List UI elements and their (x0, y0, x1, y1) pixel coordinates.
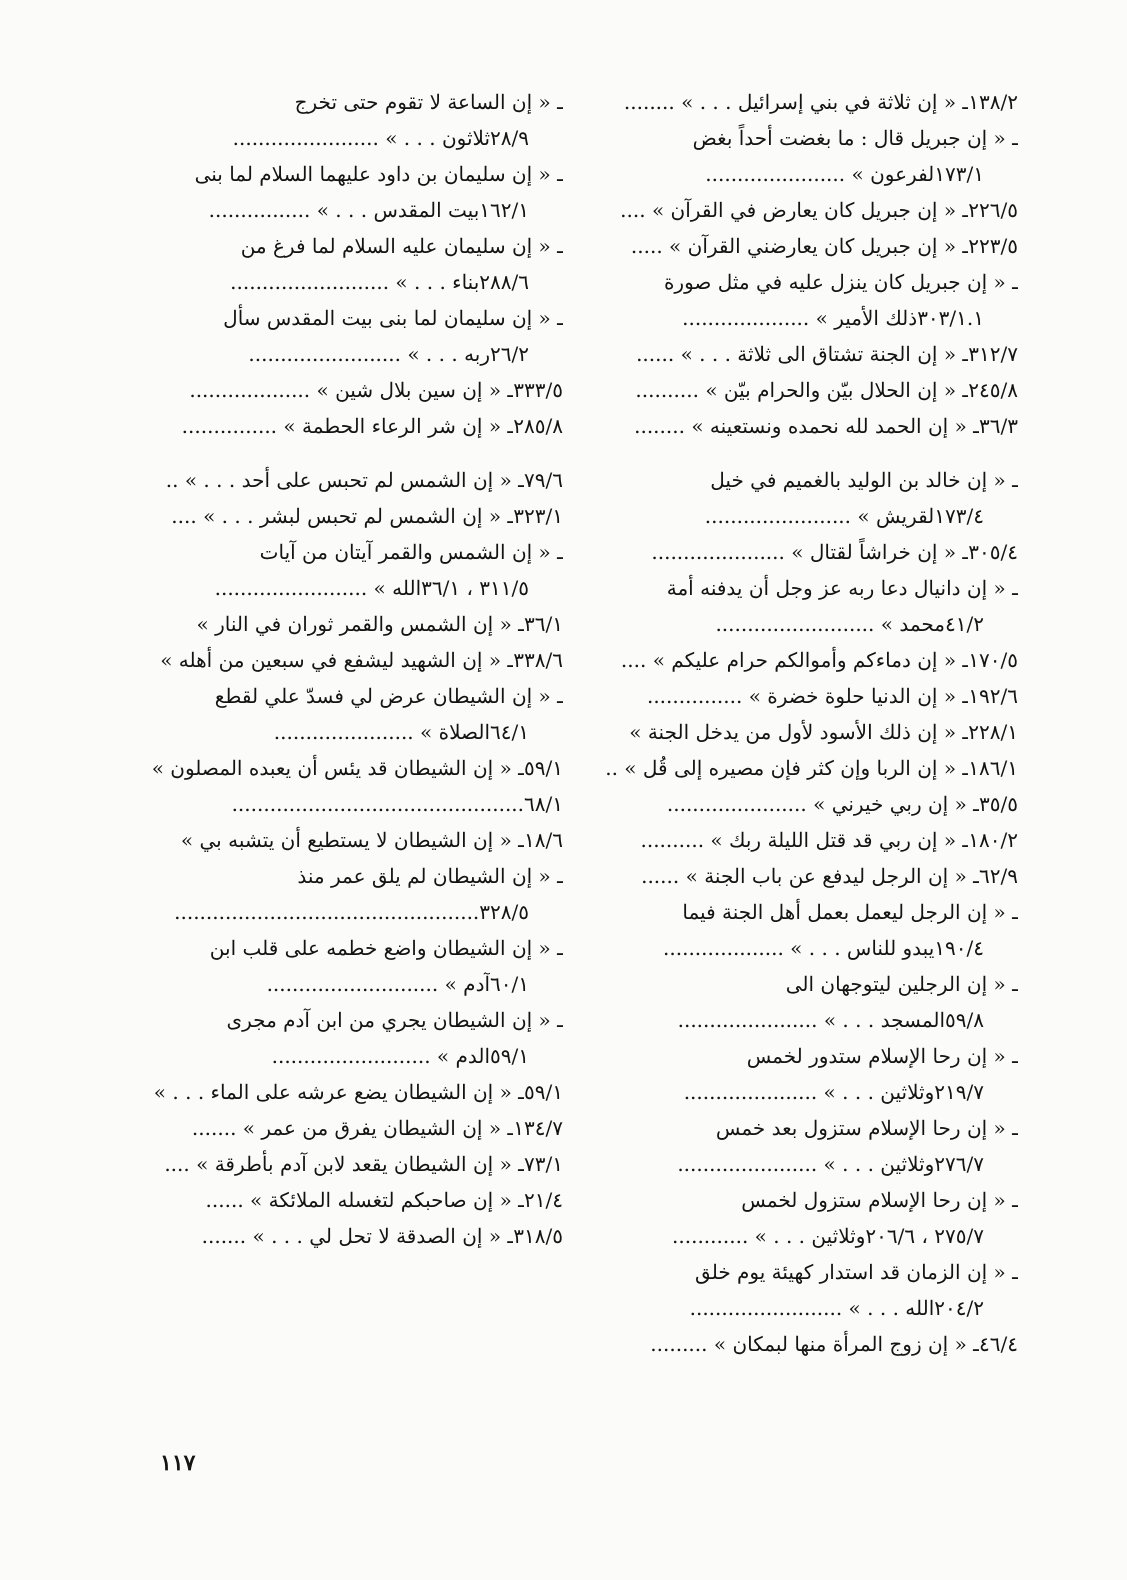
index-entry (600, 966, 1018, 1038)
entry-page-ref: ٢٢٦/٥ (968, 198, 1018, 222)
entry-text: ـ « إن خالد بن الوليد بالغميم في خيل (710, 468, 1018, 492)
entry-text: محمد » ......................... (715, 612, 946, 636)
entry-text: ـ « إن دماءكم وأموالكم حرام عليكم » .... (620, 648, 969, 672)
entry-page-ref: ٢٨/٩ (490, 126, 529, 150)
entry-text: ـ « إن الشيطان يضع عرشه على الماء . . . » (153, 1080, 525, 1104)
entry-page-ref: ٤١/٢ (945, 612, 984, 636)
entry-page-ref: ١٧٣/١ (934, 162, 984, 186)
entry-page-ref: ٥٩/١ (524, 756, 563, 780)
entry-text: ـ « إن الشهيد ليشفع في سبعين من أهله » (160, 648, 514, 672)
entry-page-ref: ٣٦/٣ (979, 414, 1018, 438)
entry-text: الدم » ......................... (271, 1044, 491, 1068)
entry-text: ـ « إن الشيطان قد يئس أن يعبده المصلون » (151, 756, 525, 780)
entry-text: ـ « إن الشيطان يقعد لابن آدم بأطرقة » .... (164, 1152, 525, 1176)
index-entry (600, 1182, 1018, 1254)
entry-text: ـ « إن الشيطان واضع خطمه على قلب ابن (209, 936, 563, 960)
index-entry (600, 822, 1018, 858)
entry-text: ثلاثون . . . » ....................... (232, 126, 491, 150)
entry-text: ـ « إن شر الرعاء الحطمة » ............... (181, 414, 514, 438)
entry-text: ـ « إن الصدقة لا تحل لي . . . » ....... (201, 1224, 514, 1248)
entry-page-ref: ٣١٨/٥ (513, 1224, 563, 1248)
index-entry (600, 264, 1018, 336)
index-entry (138, 408, 563, 444)
entry-text: ـ « إن الزمان قد استدار كهيئة يوم خلق (695, 1260, 1018, 1284)
index-entry (138, 786, 563, 822)
index-entry (138, 1074, 563, 1110)
entry-text: ـ « إن الشيطان عرض لي فسدّ علي لقطع (214, 684, 563, 708)
entry-text: وثلاثين . . . » ...................... (677, 1152, 935, 1176)
entry-page-ref: ٦٨/١ (524, 792, 563, 816)
index-entry (600, 1110, 1018, 1182)
index-entry (138, 534, 563, 606)
index-entry (600, 894, 1018, 966)
entry-text: ـ « إن الشمس لم تحبس لبشر . . . » .... (171, 504, 514, 528)
entry-page-ref: ١٣٨/٢ (968, 90, 1018, 114)
entry-text: ـ « إن ثلاثة في بني إسرائيل . . . » ........ (623, 90, 969, 114)
entry-text: لقريش » ....................... (704, 504, 935, 528)
index-entry (138, 228, 563, 300)
index-entry (600, 408, 1018, 444)
entry-page-ref: ١٧٠/٥ (968, 648, 1018, 672)
entry-text: وثلاثين . . . » ..................... (683, 1080, 935, 1104)
index-entry (600, 372, 1018, 408)
entry-text: ـ « إن رحا الإسلام ستدور لخمس (746, 1044, 1018, 1068)
entry-text: ـ « إن الرجل ليعمل بعمل أهل الجنة فيما (682, 900, 1018, 924)
entry-page-ref: ٢٢٣/٥ (968, 234, 1018, 258)
entry-text: وثلاثين . . . » ............ (672, 1224, 866, 1248)
index-entry (600, 1254, 1018, 1326)
entry-text: ـ « إن ربي قد قتل الليلة ربك » .......... (640, 828, 969, 852)
entry-page-ref: ٦٤/١ (490, 720, 529, 744)
index-entry (600, 642, 1018, 678)
entry-page-ref: ٦٠/١ (490, 972, 529, 996)
index-entry (138, 156, 563, 228)
index-column-left (138, 84, 563, 1254)
entry-page-ref: ٣٠٣/١.١ (917, 306, 984, 330)
index-entry (600, 192, 1018, 228)
entry-text: ـ « إن الربا وإن كثر فإن مصيره إلى قُل » .. (605, 756, 969, 780)
entry-text: ـ « إن خراشاً لقتال » ..................... (651, 540, 969, 564)
entry-text: ـ « إن سليمان بن داود عليهما السلام لما بنى (194, 162, 563, 186)
entry-text: ـ « إن الشمس والقمر آيتان من آيات (259, 540, 563, 564)
entry-page-ref: ٢٤٥/٨ (968, 378, 1018, 402)
index-entry (138, 1002, 563, 1074)
index-entry (600, 336, 1018, 372)
entry-text: ـ « إن الشيطان لا يستطيع أن يتشبه بي » (180, 828, 525, 852)
entry-text: ـ « إن الحلال بيّن والحرام بيّن » .......... (635, 378, 969, 402)
entry-page-ref: ٦٢/٩ (979, 864, 1018, 888)
entry-text: ................................................ (174, 900, 480, 924)
entry-text: يبدو للناس . . . » ................... (663, 936, 935, 960)
index-entry (138, 1218, 563, 1254)
index-entry (600, 534, 1018, 570)
section-gap (600, 444, 1018, 462)
entry-text: بناء . . . » ......................... (230, 270, 480, 294)
entry-text: الله . . . » ........................ (689, 1296, 935, 1320)
entry-text: ـ « إن سليمان عليه السلام لما فرغ من (240, 234, 563, 258)
entry-text: ـ « إن ربي خيرني » ...................... (666, 792, 980, 816)
entry-page-ref: ٢٦/٢ (490, 342, 529, 366)
entry-page-ref: ١٣٤/٧ (513, 1116, 563, 1140)
index-entry (138, 300, 563, 372)
entry-page-ref: ٣٣٨/٦ (513, 648, 563, 672)
entry-text: ـ « إن الشيطان يفرق من عمر » ....... (191, 1116, 514, 1140)
entry-text: ـ « إن سين بلال شين » ................... (189, 378, 514, 402)
entry-text: ـ « إن الشيطان يجري من ابن آدم مجرى (226, 1008, 563, 1032)
entry-page-ref: ٢٠٤/٢ (934, 1296, 984, 1320)
entry-text: ـ « إن الشمس والقمر ثوران في النار » (196, 612, 525, 636)
entry-text: ـ « إن جبريل كان ينزل عليه في مثل صورة (663, 270, 1018, 294)
entry-text: لفرعون » ...................... (705, 162, 935, 186)
entry-page-ref: ٤٦/٤ (979, 1332, 1018, 1356)
index-entry (600, 714, 1018, 750)
entry-page-ref: ١٨٠/٢ (968, 828, 1018, 852)
index-entry (138, 1182, 563, 1218)
entry-text: ـ « إن جبريل كان يعارض في القرآن » .... (620, 198, 969, 222)
index-entry (138, 1110, 563, 1146)
entry-page-ref: ١٩٢/٦ (968, 684, 1018, 708)
entry-text: ـ « إن زوج المرأة منها لبمكان » ......... (650, 1332, 980, 1356)
entry-page-ref: ٣١٢/٧ (968, 342, 1018, 366)
entry-page-ref: ٢١٩/٧ (934, 1080, 984, 1104)
entry-page-ref: ٢١/٤ (524, 1188, 563, 1212)
entry-page-ref: ٢٢٨/١ (968, 720, 1018, 744)
index-entry (600, 120, 1018, 192)
entry-text: .............................................. (231, 792, 525, 816)
entry-text: ـ « إن الشيطان لم يلق عمر منذ (297, 864, 563, 888)
index-entry (138, 678, 563, 750)
entry-text: ـ « إن الحمد لله نحمده ونستعينه » ........ (634, 414, 980, 438)
entry-text: ـ « إن ذلك الأسود لأول من يدخل الجنة » (629, 720, 969, 744)
index-column-right (600, 84, 1018, 1362)
index-entry (600, 1038, 1018, 1110)
index-entry (600, 678, 1018, 714)
entry-text: ـ « إن جبريل قال : ما بغضت أحداً بغض (692, 126, 1018, 150)
entry-text: ـ « إن الدنيا حلوة خضرة » ............... (646, 684, 969, 708)
entry-page-ref: ١٦٢/١ (479, 198, 529, 222)
entry-page-ref: ٥٩/١ (490, 1044, 529, 1068)
entry-page-ref: ٣٥/٥ (979, 792, 1018, 816)
entry-text: ـ « إن رحا الإسلام ستزول بعد خمس (715, 1116, 1018, 1140)
entry-page-ref: ١٨٦/١ (968, 756, 1018, 780)
entry-page-ref: ٧٣/١ (524, 1152, 563, 1176)
entry-text: ـ « إن الساعة لا تقوم حتى تخرج (294, 90, 563, 114)
entry-page-ref: ٥٩/٨ (945, 1008, 984, 1032)
index-entry (600, 858, 1018, 894)
entry-text: ـ « إن الرجلين ليتوجهان الى (785, 972, 1018, 996)
entry-text: ربه . . . » ........................ (248, 342, 491, 366)
index-entry (600, 750, 1018, 786)
index-entry (600, 570, 1018, 642)
index-entry (138, 84, 563, 156)
entry-text: ـ « إن الجنة تشتاق الى ثلاثة . . . » ...... (636, 342, 969, 366)
entry-text: ـ « إن الرجل ليدفع عن باب الجنة » ...... (641, 864, 980, 888)
entry-text: ـ « إن رحا الإسلام ستزول لخمس (741, 1188, 1018, 1212)
entry-page-ref: ٢٨٨/٦ (479, 270, 529, 294)
entry-page-ref: ١٧٣/٤ (934, 504, 984, 528)
entry-text: بيت المقدس . . . » ................ (208, 198, 480, 222)
index-entry (600, 1326, 1018, 1362)
index-entry (138, 930, 563, 1002)
index-entry (600, 786, 1018, 822)
index-entry (138, 372, 563, 408)
entry-page-ref: ٥٩/١ (524, 1080, 563, 1104)
entry-text: ـ « إن دانيال دعا ربه عز وجل أن يدفنه أمة (666, 576, 1018, 600)
index-entry (600, 84, 1018, 120)
entry-page-ref: ٣١١/٥ ، ٣٦/١ (421, 576, 529, 600)
index-entry (138, 1146, 563, 1182)
entry-text: ـ « إن جبريل كان يعارضني القرآن » ..... (630, 234, 969, 258)
index-entry (600, 462, 1018, 534)
entry-text: ـ « إن سليمان لما بنى بيت المقدس سأل (223, 306, 563, 330)
section-gap (138, 444, 563, 462)
index-entry (138, 822, 563, 858)
entry-text: ـ « إن الشمس لم تحبس على أحد . . . » .. (165, 468, 525, 492)
index-entry (138, 750, 563, 786)
entry-page-ref: ٣٠٥/٤ (968, 540, 1018, 564)
index-entry (138, 498, 563, 534)
entry-text: المسجد . . . » ...................... (677, 1008, 946, 1032)
entry-page-ref: ٢٧٦/٧ (934, 1152, 984, 1176)
index-entry (138, 858, 563, 930)
entry-page-ref: ٣٢٨/٥ (479, 900, 529, 924)
index-entry (600, 228, 1018, 264)
index-entry (138, 462, 563, 498)
page-number: ١١٧ (160, 1450, 196, 1476)
entry-text: آدم » ........................... (266, 972, 491, 996)
entry-page-ref: ٣٦/١ (524, 612, 563, 636)
entry-text: ذلك الأمير » .................... (682, 306, 918, 330)
entry-text: الله » ........................ (214, 576, 422, 600)
entry-page-ref: ١٨/٦ (524, 828, 563, 852)
entry-text: الصلاة » ...................... (273, 720, 491, 744)
entry-page-ref: ٧٩/٦ (524, 468, 563, 492)
index-entry (138, 642, 563, 678)
entry-page-ref: ٢٧٥/٧ ، ٢٠٦/٦ (865, 1224, 984, 1248)
entry-text: ـ « إن صاحبكم لتغسله الملائكة » ...... (205, 1188, 525, 1212)
index-entry (138, 606, 563, 642)
entry-page-ref: ٣٢٣/١ (513, 504, 563, 528)
entry-page-ref: ١٩٠/٤ (934, 936, 984, 960)
entry-page-ref: ٢٨٥/٨ (513, 414, 563, 438)
entry-page-ref: ٣٣٣/٥ (513, 378, 563, 402)
